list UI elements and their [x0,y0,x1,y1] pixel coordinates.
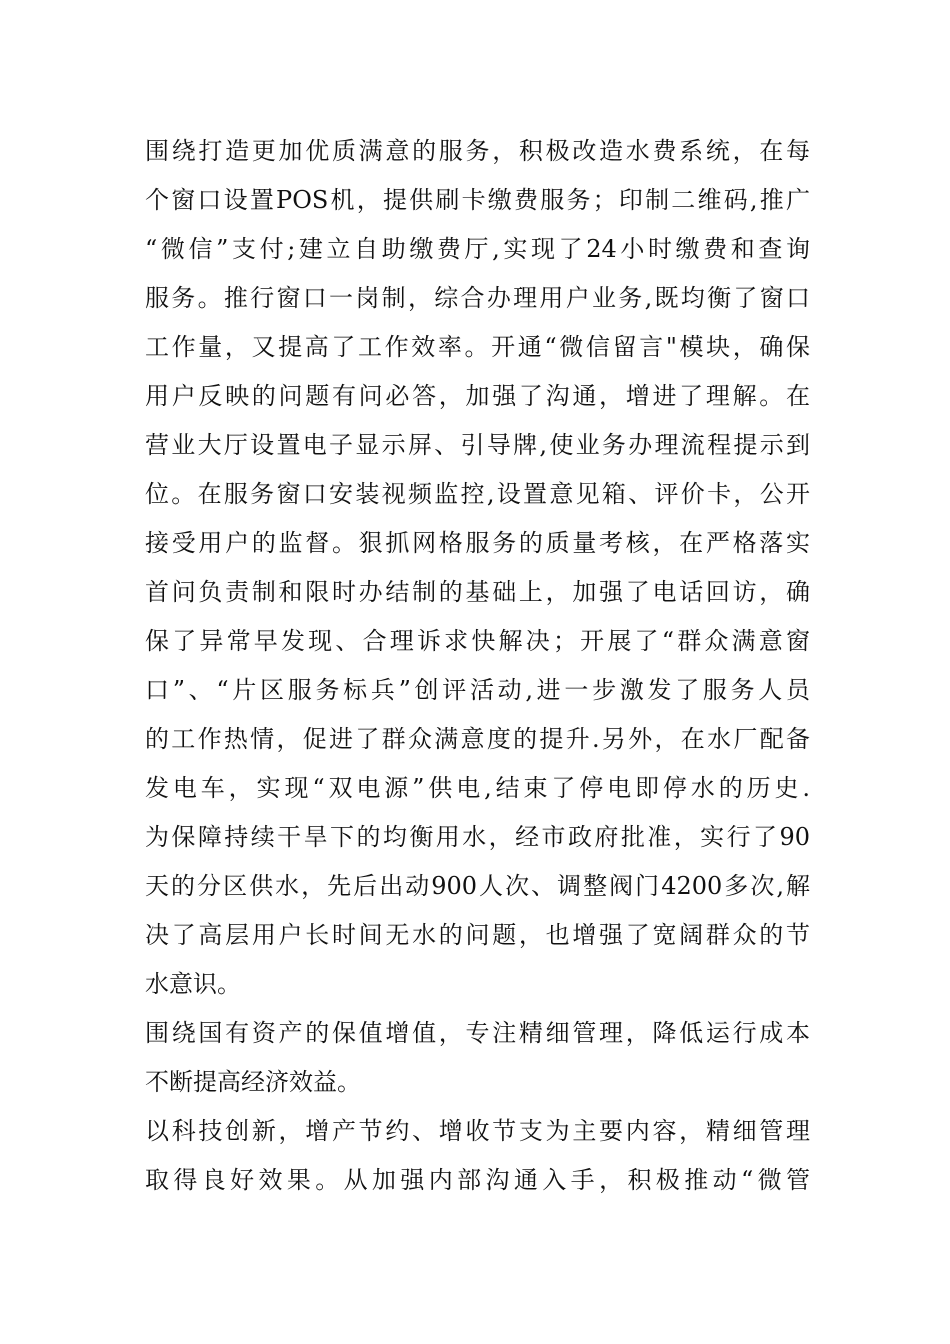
text-line: 取得良好效果。从加强内部沟通入手，积极推动“微管 [145,1166,810,1194]
text-line: 围绕打造更加优质满意的服务，积极改造水费系统，在每 [145,137,810,165]
text-line: 保了异常早发现、合理诉求快解决；开展了“群众满意窗 [145,627,810,655]
text-line: 决了高层用户长时间无水的问题，也增强了宽阔群众的节 [145,921,810,949]
document-body [145,127,810,1205]
text-line: 为保障持续干旱下的均衡用水，经市政府批准，实行了90 [145,823,810,851]
text-line: 口”、“片区服务标兵”创评活动,进一步激发了服务人员 [145,676,810,704]
text-line: 的工作热情，促进了群众满意度的提升.另外，在水厂配备 [145,725,810,753]
text-line: 天的分区供水，先后出动900人次、调整阀门4200多次,解 [145,872,810,900]
paragraph-service [145,127,810,1009]
text-line: 个窗口设置POS机，提供刷卡缴费服务；印制二维码,推广 [145,186,810,214]
text-line: 营业大厅设置电子显示屏、引导牌,使业务办理流程提示到 [145,431,810,459]
text-line: 服务。推行窗口一岗制，综合办理用户业务,既均衡了窗口 [145,284,810,312]
text-line: 首问负责制和限时办结制的基础上，加强了电话回访，确 [145,578,810,606]
text-line: 位。在服务窗口安装视频监控,设置意见箱、评价卡，公开 [145,480,810,508]
text-line: 接受用户的监督。狠抓网格服务的质量考核，在严格落实 [145,529,810,557]
text-line: 水意识。 [145,970,241,998]
text-line: 工作量，又提高了工作效率。开通“微信留言"模块，确保 [145,333,810,361]
paragraph-assets [145,1009,810,1107]
text-line: 围绕国有资产的保值增值，专注精细管理，降低运行成本 [145,1019,810,1047]
text-line: “微信”支付;建立自助缴费厅,实现了24小时缴费和查询 [145,235,810,263]
text-line: 不断提高经济效益。 [145,1068,361,1096]
text-line: 发电车，实现“双电源”供电,结束了停电即停水的历史. [145,774,810,802]
text-line: 用户反映的问题有问必答，加强了沟通，增进了理解。在 [145,382,810,410]
paragraph-innovation [145,1107,810,1205]
text-line: 以科技创新，增产节约、增收节支为主要内容，精细管理 [145,1117,810,1145]
